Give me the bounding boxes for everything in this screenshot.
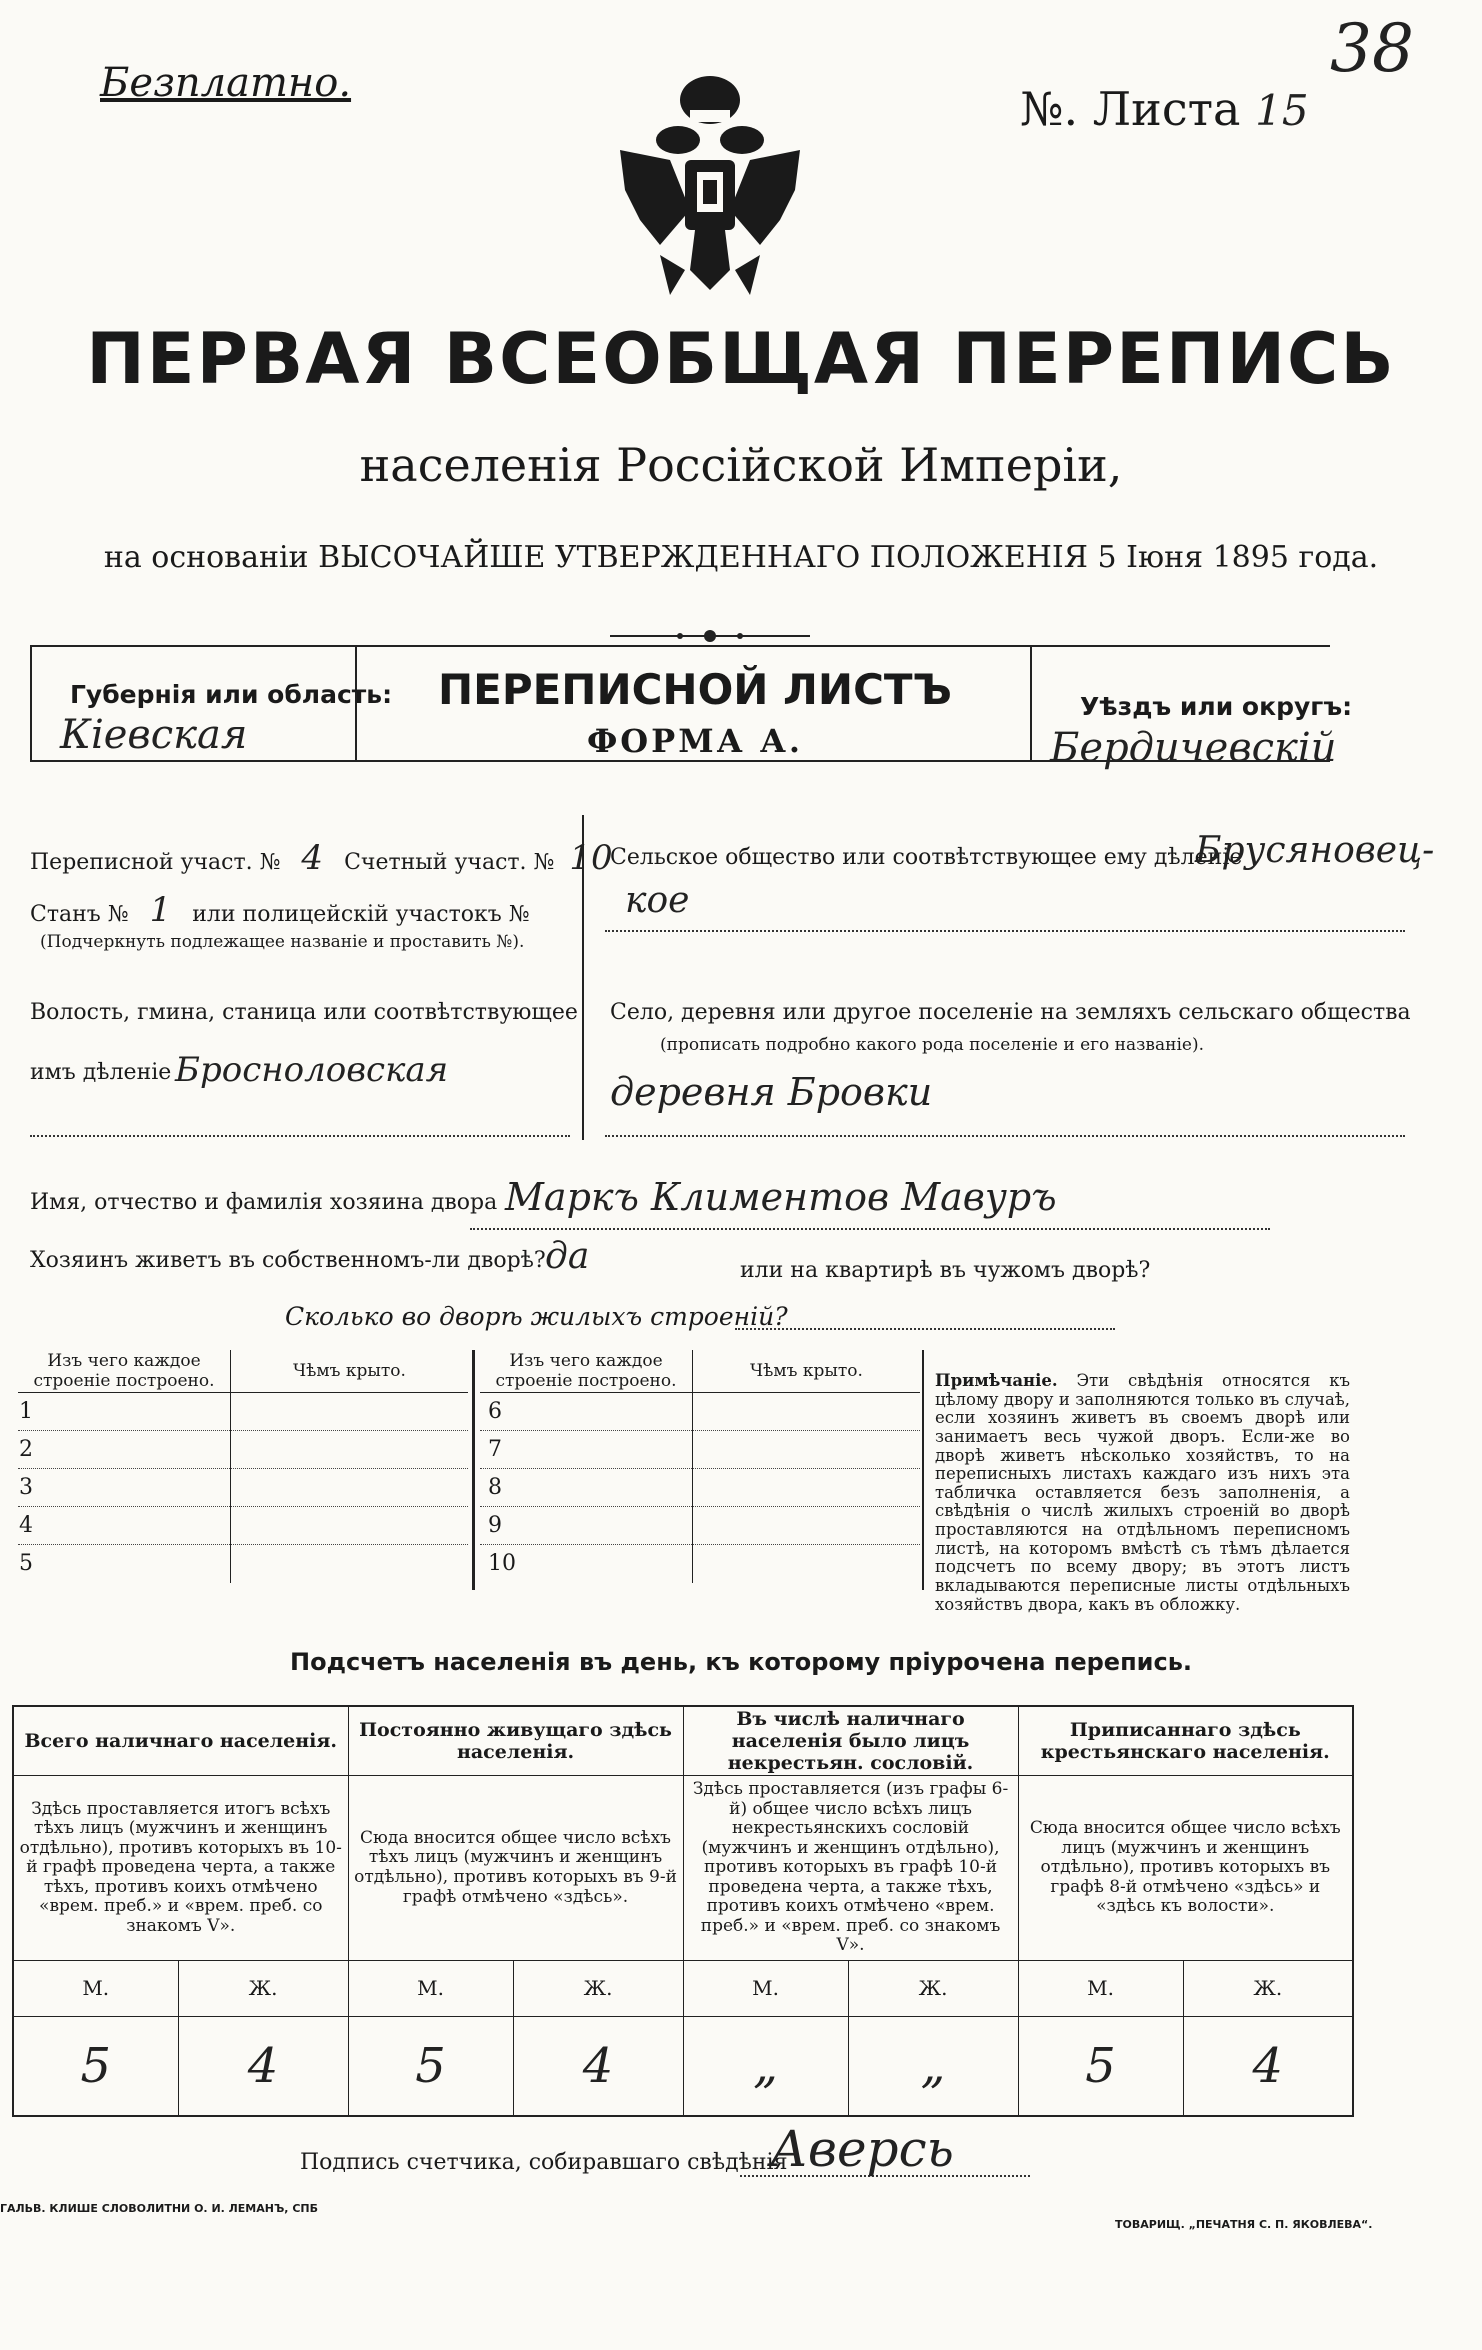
zh-header: Ж. xyxy=(178,1960,348,2016)
value-total-m: 5 xyxy=(13,2016,178,2116)
roof-header: Чѣмъ крыто. xyxy=(231,1350,469,1393)
row-number: 5 xyxy=(18,1545,231,1583)
zh-header: Ж. xyxy=(848,1960,1018,2016)
main-title: ПЕРВАЯ ВСЕОБЩАЯ ПЕРЕПИСЬ xyxy=(86,318,1396,400)
col-head-total: Всего наличнаго населенія. xyxy=(13,1706,348,1776)
buildings-double-rule xyxy=(472,1350,475,1590)
building-count-label: Сколько во дворѣ жилыхъ строеній? xyxy=(285,1302,788,1331)
counting-section-value: 10 xyxy=(569,838,613,878)
m-header: М. xyxy=(13,1960,178,2016)
governorate-label: Губернія или область: xyxy=(70,680,393,709)
society-value: Брусяновец- xyxy=(1195,830,1435,871)
governorate-value: Кіевская xyxy=(60,712,248,758)
census-section-line: Переписной участ. № 4 Счетный участ. № 10 xyxy=(30,838,613,878)
roof-header: Чѣмъ крыто. xyxy=(693,1350,921,1393)
row-number: 1 xyxy=(18,1393,231,1431)
value-permanent-m: 5 xyxy=(348,2016,513,2116)
row-number: 7 xyxy=(480,1431,693,1469)
free-label: Безплатно. xyxy=(100,60,352,106)
stan-line: Станъ № 1 или полицейскій участокъ № xyxy=(30,890,530,930)
value-permanent-zh: 4 xyxy=(513,2016,683,2116)
footer-left: ГАЛЬВ. КЛИШЕ СЛОВОЛИТНИ О. И. ЛЕМАНЪ, СПБ xyxy=(0,2202,318,2215)
corner-number: 38 xyxy=(1330,10,1414,87)
zh-header: Ж. xyxy=(513,1960,683,2016)
rent-label: или на квартирѣ въ чужомъ дворѣ? xyxy=(740,1258,1151,1283)
col-head-non-peasant: Въ числѣ наличнаго населенія было лицъ некрестьян. сословій. xyxy=(683,1706,1018,1776)
zh-header: Ж. xyxy=(1183,1960,1353,2016)
header-divider-2 xyxy=(1030,645,1032,760)
value-non-peasant-zh: „ xyxy=(848,2016,1018,2116)
row-number: 6 xyxy=(480,1393,693,1431)
material-header: Изъ чего каждое строеніе построено. xyxy=(18,1350,231,1393)
header-left-rule xyxy=(30,645,32,760)
material-header: Изъ чего каждое строеніе построено. xyxy=(480,1350,693,1393)
volost-value: Бросноловская xyxy=(175,1050,449,1090)
row-number: 3 xyxy=(18,1469,231,1507)
sheet-number: 15 xyxy=(1255,86,1309,135)
col-desc-registered: Сюда вносится общее число всѣхъ лицъ (мужчинъ и женщинъ отдѣльно), противъ которыхъ въ графѣ 8-й отмѣчено «здѣсь» и «здѣсь къ волости». xyxy=(1018,1776,1353,1961)
row-number: 4 xyxy=(18,1507,231,1545)
basis-line: на основаніи ВЫСОЧАЙШЕ УТВЕРЖДЕННАГО ПОЛОЖЕНІЯ 5 Іюня 1895 года. xyxy=(103,540,1379,575)
buildings-table-right xyxy=(480,1350,920,1583)
sheet-number-label xyxy=(1020,82,1309,136)
subtitle: населенія Россійской Имперіи, xyxy=(359,438,1123,492)
note-head: Примѣчаніе. xyxy=(935,1371,1058,1390)
owner-name-label: Имя, отчество и фамилія хозяина двора xyxy=(30,1190,498,1215)
col-desc-non-peasant: Здѣсь проставляется (изъ графы 6-й) общее число всѣхъ лицъ некрестьянскихъ сословій (мужчинъ и женщинъ отдѣльно), противъ которыхъ въ графѣ 10-й проведена черта, а также тѣхъ, противъ коихъ отмѣчено «врем. преб.» и «врем. преб. со знакомъ V». xyxy=(683,1776,1018,1961)
note-text: Эти свѣдѣнія относятся къ цѣлому двору и заполняются только въ случаѣ, если хозяинъ живетъ въ своемъ дворѣ или занимаетъ весь чужой дворъ. Если-же во дворѣ живетъ нѣсколько хозяйствъ, то на переписныхъ листахъ каждаго изъ нихъ эта табличка оставляется безъ заполненія, а свѣдѣнія о числѣ жилыхъ строеній во дворѣ проставляются на отдѣльномъ переписномъ листѣ, на которомъ вмѣстѣ съ тѣмъ дѣлается подсчетъ по всему двору; въ этотъ листъ вкладываются переписные листы отдѣльныхъ хозяйствъ двора, какъ въ обложку. xyxy=(935,1371,1350,1614)
ornament-divider xyxy=(610,626,810,646)
village-note: (прописать подробно какого рода поселеніе и его названіе). xyxy=(660,1035,1204,1055)
building-count-rule xyxy=(735,1328,1115,1330)
buildings-right-rule xyxy=(922,1350,924,1590)
row-number: 8 xyxy=(480,1469,693,1507)
owner-name-rule xyxy=(470,1228,1270,1230)
signature-label: Подпись счетчика, собиравшаго свѣдѣнія xyxy=(300,2150,788,2175)
value-registered-m: 5 xyxy=(1018,2016,1183,2116)
society-rule xyxy=(605,930,1405,932)
sheet-label: №. Листа xyxy=(1020,82,1241,136)
m-header: М. xyxy=(348,1960,513,2016)
signature-value: Аверсь xyxy=(770,2120,954,2178)
volost-label-2: имъ дѣленіе xyxy=(30,1060,172,1085)
form-title: ПЕРЕПИСНОЙ ЛИСТЪ xyxy=(437,665,953,714)
own-yard-value: да xyxy=(545,1236,590,1277)
row-number: 10 xyxy=(480,1545,693,1583)
m-header: М. xyxy=(1018,1960,1183,2016)
census-section-value: 4 xyxy=(301,838,324,878)
volost-label: Волость, гмина, станица или соотвѣтствующее xyxy=(30,1000,578,1025)
col-desc-total: Здѣсь проставляется итогъ всѣхъ тѣхъ лицъ (мужчинъ и женщинъ отдѣльно), противъ которыхъ въ 10-й графѣ проведена черта, а также тѣхъ, противъ коихъ отмѣчено «врем. преб.» и «врем. преб. со знакомъ V». xyxy=(13,1776,348,1961)
double-headed-eagle-emblem xyxy=(600,70,820,300)
col-head-permanent: Постоянно живущаго здѣсь населенія. xyxy=(348,1706,683,1776)
own-yard-label: Хозяинъ живетъ въ собственномъ-ли дворѣ? xyxy=(30,1248,546,1273)
form-subtitle: ФОРМА А. xyxy=(586,722,804,760)
footer-right: ТОВАРИЩ. „ПЕЧАТНЯ С. П. ЯКОВЛЕВА“. xyxy=(1115,2218,1373,2231)
count-title: Подсчетъ населенія въ день, къ которому пріурочена перепись. xyxy=(290,1648,1192,1676)
district-value: Бердичевскій xyxy=(1050,725,1337,771)
count-table xyxy=(12,1705,1354,2117)
society-value-2: кое xyxy=(625,880,690,921)
volost-rule xyxy=(30,1135,570,1137)
underline-note: (Подчеркнуть подлежащее названіе и проставить №). xyxy=(40,932,525,952)
buildings-table-left xyxy=(18,1350,468,1583)
row-number: 9 xyxy=(480,1507,693,1545)
village-rule xyxy=(605,1135,1405,1137)
society-label: Сельское общество или соотвѣтствующее ему дѣленіе xyxy=(610,845,1243,870)
row-number: 2 xyxy=(18,1431,231,1469)
col-desc-permanent: Сюда вносится общее число всѣхъ тѣхъ лицъ (мужчинъ и женщинъ отдѣльно), противъ которыхъ въ 9-й графѣ отмѣчено «здѣсь». xyxy=(348,1776,683,1961)
value-non-peasant-m: „ xyxy=(683,2016,848,2116)
village-label: Село, деревня или другое поселеніе на земляхъ сельскаго общества xyxy=(610,1000,1411,1025)
village-value: деревня Бровки xyxy=(610,1070,933,1114)
owner-name-value: Маркъ Климентов Мавуръ xyxy=(505,1175,1057,1219)
value-total-zh: 4 xyxy=(178,2016,348,2116)
stan-value: 1 xyxy=(149,890,172,930)
header-top-rule xyxy=(30,645,1330,647)
value-registered-zh: 4 xyxy=(1183,2016,1353,2116)
m-header: М. xyxy=(683,1960,848,2016)
note-block xyxy=(935,1372,1350,1614)
col-head-registered: Приписаннаго здѣсь крестьянскаго населенія. xyxy=(1018,1706,1353,1776)
district-label: Уѣздъ или округъ: xyxy=(1080,692,1353,721)
